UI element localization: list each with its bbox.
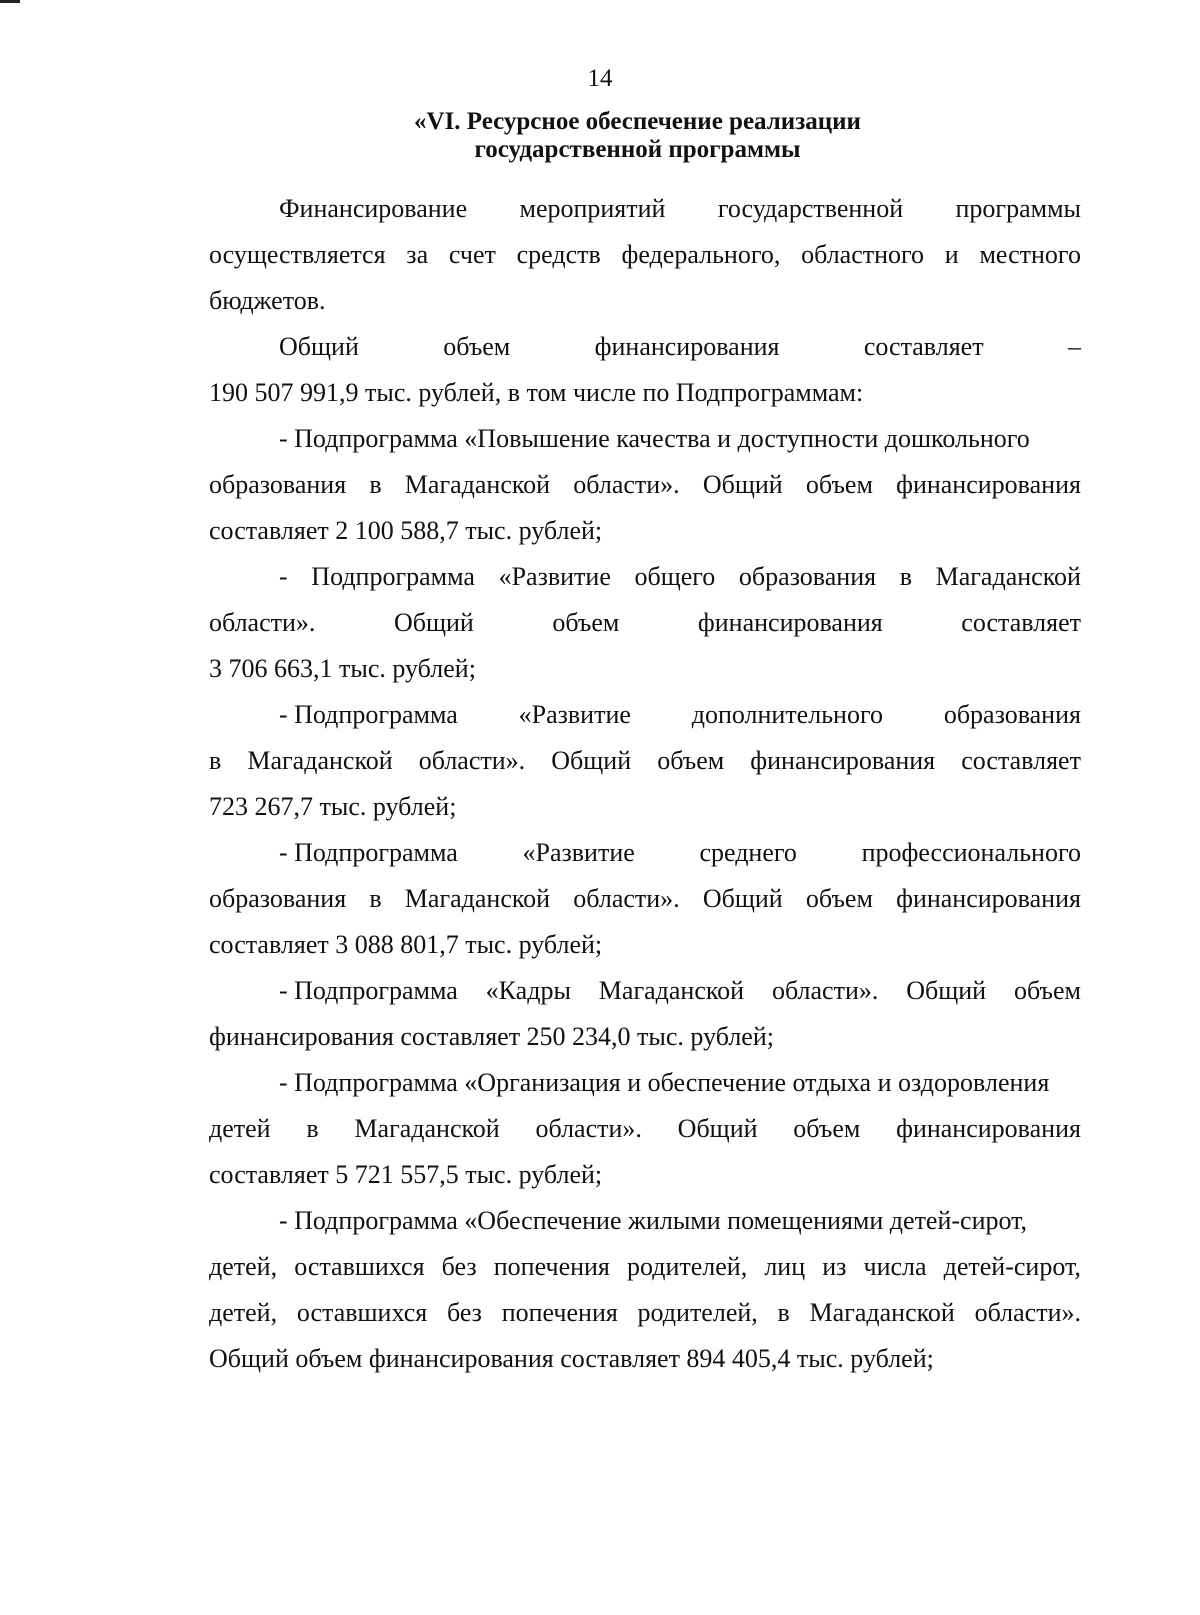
word: мероприятий bbox=[519, 194, 666, 223]
word: Общий bbox=[702, 470, 783, 499]
word: образования bbox=[943, 700, 1081, 729]
word: средств bbox=[516, 240, 601, 269]
paragraph-line bbox=[209, 1290, 1081, 1336]
paragraph-line bbox=[209, 1152, 1081, 1198]
word: области». bbox=[974, 1298, 1081, 1327]
word: детей, bbox=[209, 1298, 278, 1327]
word: – bbox=[1067, 332, 1081, 361]
paragraph bbox=[209, 1198, 1081, 1382]
word: образования bbox=[738, 562, 877, 591]
paragraph-line bbox=[209, 1336, 1081, 1382]
word: объем bbox=[793, 1114, 861, 1143]
body-text bbox=[209, 186, 1081, 1382]
paragraph-line bbox=[209, 968, 1081, 1014]
paragraph-line bbox=[209, 1198, 1081, 1244]
word: за bbox=[406, 240, 429, 269]
word: объем bbox=[443, 332, 511, 361]
word: объем bbox=[805, 470, 873, 499]
word: в bbox=[306, 1114, 319, 1143]
paragraph-line bbox=[209, 278, 1081, 324]
word: Магаданской bbox=[935, 562, 1081, 591]
word: области». bbox=[573, 470, 680, 499]
word: областного bbox=[801, 240, 925, 269]
word: финансирования bbox=[697, 608, 883, 637]
word: Финансирование bbox=[279, 194, 468, 223]
word: образования bbox=[209, 470, 347, 499]
word: составляет 3 088 801,7 тыс. рублей; bbox=[209, 930, 603, 959]
word: детей bbox=[209, 1114, 271, 1143]
word: составляет bbox=[863, 332, 984, 361]
word: Общий bbox=[906, 976, 987, 1005]
paragraph-line bbox=[209, 462, 1081, 508]
word: детей-сирот, bbox=[943, 1252, 1081, 1281]
word: объем bbox=[1013, 976, 1081, 1005]
word: области». bbox=[418, 746, 526, 775]
word: попечения bbox=[501, 1298, 618, 1327]
word: финансирования bbox=[896, 470, 1081, 499]
word: финансирования bbox=[896, 1114, 1081, 1143]
word: федерального, bbox=[621, 240, 781, 269]
word: образования bbox=[209, 884, 347, 913]
word: финансирования bbox=[896, 884, 1081, 913]
word: Общий объем финансирования составляет 894 405,4 тыс. рублей; bbox=[209, 1344, 934, 1373]
word: программы bbox=[955, 194, 1081, 223]
word: Общий bbox=[677, 1114, 758, 1143]
paragraph bbox=[209, 416, 1081, 554]
word: оставшихся bbox=[294, 1252, 425, 1281]
word: из bbox=[822, 1252, 847, 1281]
word: «Развитие bbox=[518, 700, 631, 729]
word: Магаданской bbox=[247, 746, 393, 775]
word: «Развитие bbox=[498, 562, 611, 591]
word: финансирования составляет 250 234,0 тыс. рублей; bbox=[209, 1022, 774, 1051]
paragraph-line bbox=[209, 738, 1081, 784]
section-heading-line-2: государственной программы bbox=[474, 136, 801, 163]
word: «Развитие bbox=[522, 838, 635, 867]
word: родителей, bbox=[626, 1252, 748, 1281]
word: - bbox=[279, 562, 288, 591]
word: составляет 5 721 557,5 тыс. рублей; bbox=[209, 1160, 603, 1189]
paragraph bbox=[209, 830, 1081, 968]
word: - Подпрограмма «Повышение качества и доступности дошкольного bbox=[279, 424, 1030, 453]
word: Магаданской bbox=[354, 1114, 500, 1143]
paragraph-line bbox=[209, 508, 1081, 554]
word: в bbox=[369, 884, 382, 913]
word: Магаданской bbox=[404, 884, 551, 913]
word: в bbox=[369, 470, 382, 499]
word: 723 267,7 тыс. рублей; bbox=[209, 792, 457, 821]
paragraph-line bbox=[209, 1060, 1081, 1106]
word: - Подпрограмма bbox=[279, 838, 458, 867]
word: составляет bbox=[961, 746, 1081, 775]
word: детей, bbox=[209, 1252, 278, 1281]
word: области». bbox=[573, 884, 680, 913]
paragraph-line bbox=[209, 1106, 1081, 1152]
paragraph-line bbox=[209, 1244, 1081, 1290]
word: - Подпрограмма bbox=[279, 976, 458, 1005]
paragraph bbox=[209, 186, 1081, 324]
word: местного bbox=[979, 240, 1081, 269]
word: осуществляется bbox=[209, 240, 386, 269]
word: - Подпрограмма bbox=[279, 700, 458, 729]
word: государственной bbox=[717, 194, 904, 223]
word: - Подпрограмма «Обеспечение жилыми помещениями детей-сирот, bbox=[279, 1206, 1028, 1235]
word: профессионального bbox=[861, 838, 1081, 867]
word: объем bbox=[552, 608, 620, 637]
word: числа bbox=[863, 1252, 927, 1281]
paragraph-line bbox=[209, 830, 1081, 876]
paragraph-line bbox=[209, 692, 1081, 738]
word: Общий bbox=[702, 884, 783, 913]
paragraph-line bbox=[209, 370, 1081, 416]
word: области». bbox=[535, 1114, 642, 1143]
word: родителей, bbox=[637, 1298, 758, 1327]
word: в bbox=[777, 1298, 790, 1327]
page-number: 14 bbox=[587, 65, 613, 92]
paragraph-line bbox=[209, 416, 1081, 462]
paragraph bbox=[209, 554, 1081, 692]
word: дополнительного bbox=[691, 700, 883, 729]
paragraph bbox=[209, 968, 1081, 1060]
word: без bbox=[441, 1252, 477, 1281]
word: и bbox=[944, 240, 959, 269]
paragraph-line bbox=[209, 876, 1081, 922]
word: объем bbox=[657, 746, 725, 775]
word: финансирования bbox=[750, 746, 936, 775]
paragraph-line bbox=[209, 784, 1081, 830]
section-heading bbox=[210, 108, 1065, 164]
word: Общий bbox=[551, 746, 632, 775]
word: Общий bbox=[393, 608, 474, 637]
word: среднего bbox=[699, 838, 797, 867]
word: составляет bbox=[961, 608, 1081, 637]
word: лиц bbox=[764, 1252, 806, 1281]
paragraph bbox=[209, 324, 1081, 416]
word: бюджетов. bbox=[209, 286, 326, 315]
word: области». bbox=[771, 976, 879, 1005]
word: Магаданской bbox=[404, 470, 551, 499]
word: счет bbox=[448, 240, 496, 269]
paragraph bbox=[209, 692, 1081, 830]
paragraph bbox=[209, 1060, 1081, 1198]
word: без bbox=[446, 1298, 482, 1327]
paragraph-line bbox=[209, 554, 1081, 600]
paragraph-line bbox=[209, 600, 1081, 646]
paragraph-line bbox=[209, 922, 1081, 968]
paragraph-line bbox=[209, 186, 1081, 232]
word: составляет 2 100 588,7 тыс. рублей; bbox=[209, 516, 603, 545]
paragraph-line bbox=[209, 232, 1081, 278]
word: общего bbox=[634, 562, 716, 591]
word: Подпрограмма bbox=[311, 562, 475, 591]
word: Магаданской bbox=[598, 976, 745, 1005]
word: оставшихся bbox=[296, 1298, 428, 1327]
word: - Подпрограмма «Организация и обеспечение отдыха и оздоровления bbox=[279, 1068, 1050, 1097]
word: в bbox=[209, 746, 222, 775]
word: Магаданской bbox=[809, 1298, 955, 1327]
section-heading-line-1: «VI. Ресурсное обеспечение реализации bbox=[414, 108, 861, 135]
word: объем bbox=[805, 884, 873, 913]
paragraph-line bbox=[209, 646, 1081, 692]
paragraph-line bbox=[209, 324, 1081, 370]
word: попечения bbox=[493, 1252, 610, 1281]
scan-corner-mark bbox=[0, 0, 20, 3]
word: в bbox=[899, 562, 912, 591]
word: Общий bbox=[279, 332, 359, 361]
word: «Кадры bbox=[485, 976, 571, 1005]
word: области». bbox=[209, 608, 316, 637]
word: 3 706 663,1 тыс. рублей; bbox=[209, 654, 476, 683]
paragraph-line bbox=[209, 1014, 1081, 1060]
word: финансирования bbox=[594, 332, 780, 361]
word: 190 507 991,9 тыс. рублей, в том числе по Подпрограммам: bbox=[209, 378, 864, 407]
